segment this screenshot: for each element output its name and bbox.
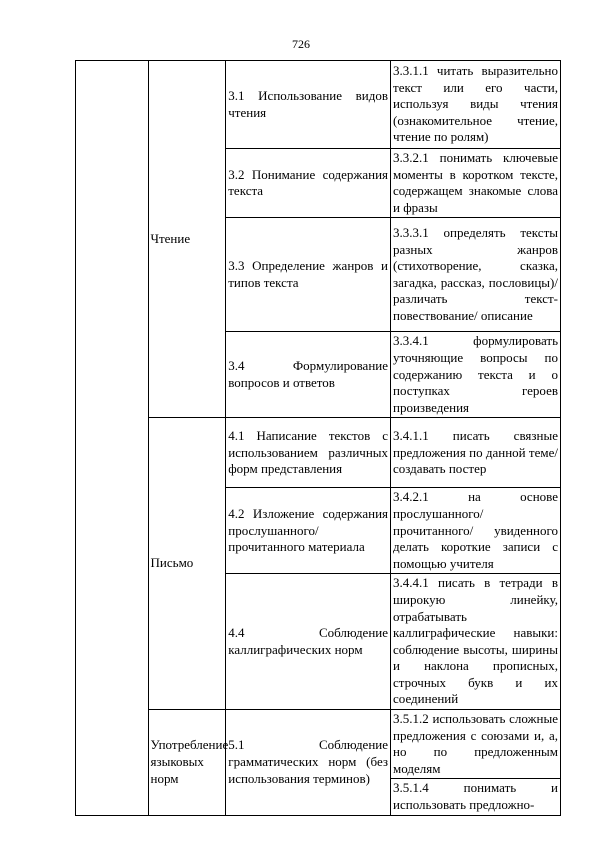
table-row (76, 418, 561, 488)
subtopic-cell: 5.1 Соблюдение грамматических норм (без использования терминов) (226, 710, 391, 816)
section-name-writing: Письмо (148, 418, 226, 710)
objective-cell: 3.5.1.2 использовать сложные предложения с союзами и, а, но по предложенным моделям (391, 710, 561, 779)
subtopic-cell: 4.2 Изложение содержания прослушанного/прочитанного материала (226, 488, 391, 574)
page-number: 726 (292, 37, 310, 51)
subtopic-cell: 4.1 Написание текстов с использованием различных форм представления (226, 418, 391, 488)
objective-cell: 3.3.4.1 формулировать уточняющие вопросы по содержанию текста и о поступках героев произведения (391, 332, 561, 418)
objective-cell: 3.3.1.1 читать выразительно текст или его части, используя виды чтения (ознакомительное чтение, чтение по ролям) (391, 61, 561, 149)
subtopic-cell: 3.1 Использование видов чтения (226, 61, 391, 149)
objective-cell: 3.4.4.1 писать в тетради в широкую линейку, отрабатывать каллиграфические навыки: соблюдение высоты, ширины и наклона прописных, строчных букв и их соединений (391, 574, 561, 710)
objective-cell: 3.3.3.1 определять тексты разных жанров (стихотворение, сказка, загадка, рассказ, пословицы)/ различать текст-повествование/ описание (391, 218, 561, 332)
table-row (76, 710, 561, 779)
blank-column-cell (76, 61, 149, 816)
subtopic-cell: 4.4 Соблюдение каллиграфических норм (226, 574, 391, 710)
table-row (76, 61, 561, 149)
objective-cell: 3.4.1.1 писать связные предложения по данной теме/создавать постер (391, 418, 561, 488)
objective-cell: 3.4.2.1 на основе прослушанного/ прочитанного/ увиденного делать короткие записи с помощью учителя (391, 488, 561, 574)
subtopic-cell: 3.3 Определение жанров и типов текста (226, 218, 391, 332)
subtopic-cell: 3.2 Понимание содержания текста (226, 149, 391, 218)
objective-cell: 3.3.2.1 понимать ключевые моменты в коротком тексте, содержащем знакомые слова и фразы (391, 149, 561, 218)
section-name-reading: Чтение (148, 61, 226, 418)
objective-cell: 3.5.1.4 понимать и использовать предложно- (391, 779, 561, 815)
subtopic-cell: 3.4 Формулирование вопросов и ответов (226, 332, 391, 418)
curriculum-table (75, 60, 561, 816)
section-name-language-norms: Употребление языковых норм (148, 710, 226, 816)
